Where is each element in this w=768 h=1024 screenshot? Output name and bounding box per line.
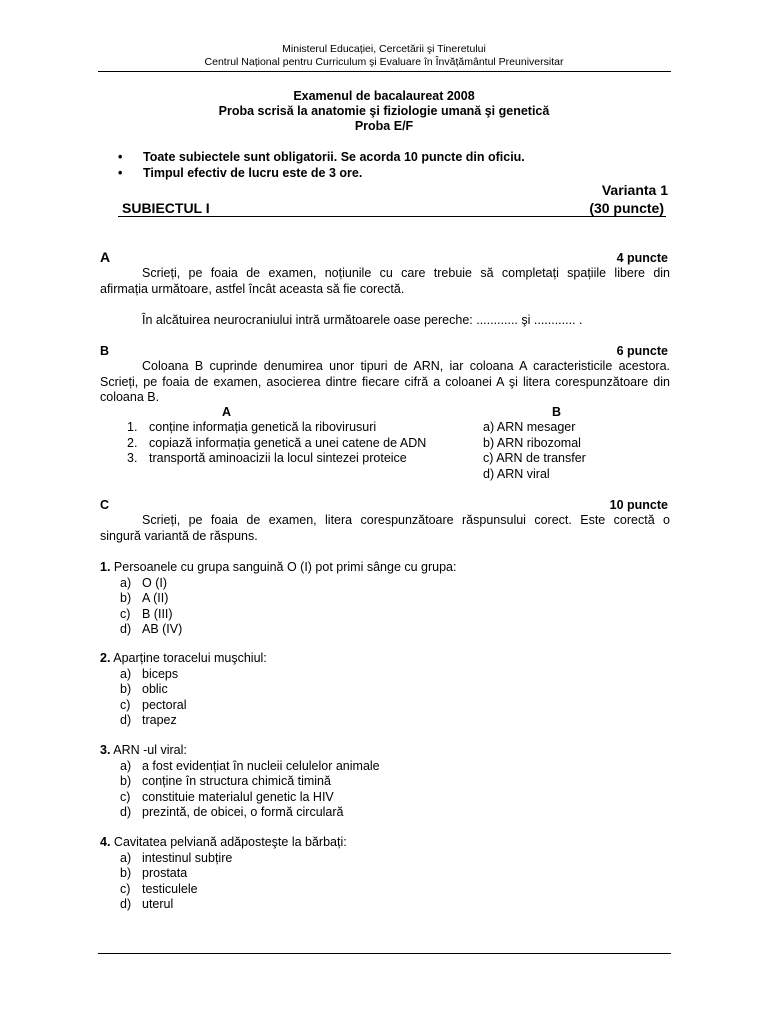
answer-option bbox=[120, 897, 347, 913]
option-letter: b) bbox=[120, 774, 132, 789]
section-a-statement: În alcătuirea neurocraniului intră următoarele oase pereche: ............ şi ............ . bbox=[142, 313, 583, 327]
center-name: Centrul Național pentru Curriculum şi Evaluare în Învățământul Preuniversitar bbox=[204, 56, 564, 68]
option-text: conține în structura chimică timină bbox=[142, 774, 331, 789]
answer-option bbox=[120, 759, 380, 775]
option-text: oblic bbox=[142, 682, 168, 697]
answer-option bbox=[120, 667, 267, 683]
option-text: prezintă, de obicei, o formă circulară bbox=[142, 805, 344, 820]
answer-option bbox=[120, 622, 456, 638]
item-number: 2. bbox=[127, 435, 138, 450]
column-a-list bbox=[127, 420, 426, 467]
question-4 bbox=[100, 835, 347, 913]
question-text: Persoanele cu grupa sanguină O (I) pot primi sânge cu grupa: bbox=[113, 560, 457, 574]
option-letter: a) bbox=[120, 575, 132, 590]
option-letter: c) bbox=[120, 881, 131, 896]
answer-option bbox=[120, 607, 456, 623]
footer-rule bbox=[98, 953, 671, 954]
question-number: 1. bbox=[100, 560, 111, 574]
instruction-text: Toate subiectele sunt obligatorii. Se acorda 10 puncte din oficiu. bbox=[143, 150, 525, 164]
section-a-intro-cont: afirmația următoare, astfel încât aceasta să fie corectă. bbox=[100, 282, 405, 296]
item-number: 3. bbox=[127, 451, 138, 466]
answer-option bbox=[120, 682, 267, 698]
variant-label: Varianta 1 bbox=[601, 182, 668, 198]
section-a-points: 4 puncte bbox=[616, 251, 668, 265]
section-b-intro-line3: coloana B. bbox=[100, 390, 160, 404]
option-text: pectoral bbox=[142, 697, 187, 712]
column-b-header: B bbox=[552, 405, 562, 419]
option-letter: c) bbox=[120, 697, 131, 712]
exam-subtitle: Proba scrisă la anatomie şi fiziologie umană şi genetică bbox=[218, 104, 550, 118]
option-letter: b) bbox=[120, 866, 132, 881]
answer-option bbox=[120, 698, 267, 714]
question-stem bbox=[100, 835, 347, 851]
question-stem bbox=[100, 560, 456, 576]
question-number: 2. bbox=[100, 651, 111, 665]
section-c-points: 10 puncte bbox=[609, 498, 668, 512]
answer-option bbox=[120, 866, 347, 882]
answer-option bbox=[120, 851, 347, 867]
column-a-header: A bbox=[222, 405, 232, 419]
option-text: AB (IV) bbox=[142, 622, 183, 637]
item-text: transportă aminoacizii la locul sintezei proteice bbox=[149, 451, 407, 466]
column-b-item: a) ARN mesager bbox=[483, 420, 576, 434]
item-text: copiază informația genetică a unei catene de ADN bbox=[149, 435, 427, 450]
answer-option bbox=[120, 576, 456, 592]
option-text: uterul bbox=[142, 897, 174, 912]
option-letter: d) bbox=[120, 713, 132, 728]
subject-title: SUBIECTUL I bbox=[122, 200, 210, 216]
question-number: 4. bbox=[100, 835, 111, 849]
answer-option bbox=[120, 774, 380, 790]
column-b-item: b) ARN ribozomal bbox=[483, 435, 581, 450]
column-a-item bbox=[127, 420, 426, 436]
section-a-letter: A bbox=[100, 249, 111, 265]
ministry-name: Ministerul Educației, Cercetării şi Tineretului bbox=[282, 43, 486, 55]
question-2 bbox=[100, 651, 267, 729]
option-letter: d) bbox=[120, 897, 132, 912]
question-text: Cavitatea pelviană adăposteşte la bărbați: bbox=[113, 835, 347, 849]
column-b-item: d) ARN viral bbox=[483, 466, 550, 481]
option-letter: b) bbox=[120, 682, 132, 697]
question-number: 3. bbox=[100, 743, 111, 757]
option-letter: a) bbox=[120, 850, 132, 865]
answer-option bbox=[120, 805, 380, 821]
item-number: 1. bbox=[127, 420, 138, 434]
option-letter: b) bbox=[120, 591, 132, 606]
answer-option bbox=[120, 591, 456, 607]
question-stem bbox=[100, 651, 267, 667]
subject-points: (30 puncte) bbox=[589, 200, 664, 216]
item-text: conține informația genetică la ribovirusuri bbox=[149, 420, 377, 434]
exam-title: Examenul de bacalaureat 2008 bbox=[293, 89, 475, 103]
instruction-bullet: • Timpul efectiv de lucru este de 3 ore. bbox=[118, 166, 363, 180]
option-text: biceps bbox=[142, 666, 179, 681]
answer-option bbox=[120, 713, 267, 729]
section-c-intro-cont: singură variantă de răspuns. bbox=[100, 529, 258, 543]
option-text: trapez bbox=[142, 713, 177, 728]
section-c-intro: Scrieți, pe foaia de examen, litera corespunzătoare răspunsului corect. Este corectă o bbox=[142, 513, 670, 527]
option-text: intestinul subțire bbox=[142, 850, 233, 865]
exam-proba: Proba E/F bbox=[354, 119, 414, 133]
option-text: O (I) bbox=[142, 575, 167, 590]
column-a-item bbox=[127, 451, 426, 467]
section-a-intro: Scrieți, pe foaia de examen, noțiunile cu care trebuie să completați spațiile libere din bbox=[142, 266, 670, 280]
column-b-item: c) ARN de transfer bbox=[483, 451, 586, 466]
answer-option bbox=[120, 882, 347, 898]
option-letter: a) bbox=[120, 666, 132, 681]
option-letter: a) bbox=[120, 758, 132, 773]
question-stem bbox=[100, 743, 380, 759]
option-letter: d) bbox=[120, 805, 132, 820]
instruction-bullet: • Toate subiectele sunt obligatorii. Se acorda 10 puncte din oficiu. bbox=[118, 150, 525, 164]
option-text: a fost evidențiat în nucleii celulelor animale bbox=[142, 758, 380, 773]
column-a-item bbox=[127, 436, 426, 452]
question-text: Aparține toracelui muşchiul: bbox=[113, 651, 267, 665]
section-b-intro-line2: Scrieți, pe foaia de examen, asocierea dintre fiecare cifră a coloanei A şi litera corespunzătoare din bbox=[100, 375, 670, 389]
option-letter: d) bbox=[120, 622, 132, 637]
option-text: constituie materialul genetic la HIV bbox=[142, 789, 334, 804]
question-1 bbox=[100, 560, 456, 638]
subject-rule bbox=[118, 216, 666, 217]
question-text: ARN -ul viral: bbox=[113, 743, 187, 757]
section-b-letter: B bbox=[100, 344, 110, 358]
option-letter: c) bbox=[120, 606, 131, 621]
option-text: B (III) bbox=[142, 606, 173, 621]
answer-option bbox=[120, 790, 380, 806]
section-b-points: 6 puncte bbox=[616, 344, 668, 358]
option-letter: c) bbox=[120, 789, 131, 804]
column-b-list bbox=[483, 420, 586, 482]
question-3 bbox=[100, 743, 380, 821]
section-b-intro: Coloana B cuprinde denumirea unor tipuri de ARN, iar coloana A caracteristicile acestora. bbox=[142, 359, 670, 373]
option-text: A (II) bbox=[142, 591, 169, 606]
option-text: testiculele bbox=[142, 881, 198, 896]
section-c-letter: C bbox=[100, 498, 110, 512]
header-rule bbox=[98, 71, 671, 72]
option-text: prostata bbox=[142, 866, 188, 881]
instruction-text: Timpul efectiv de lucru este de 3 ore. bbox=[143, 166, 363, 180]
